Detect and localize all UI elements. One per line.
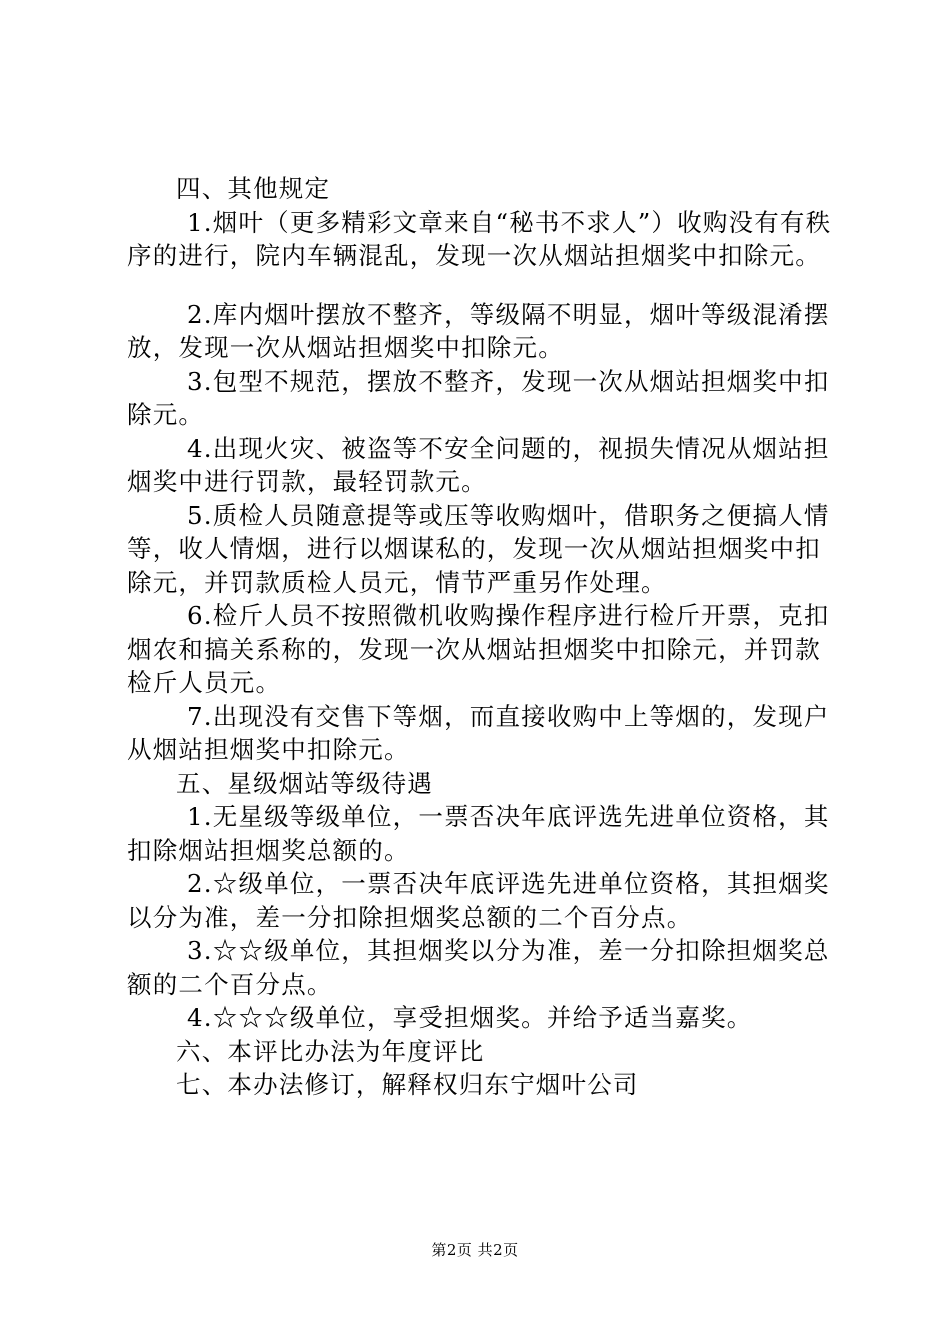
section-heading-5: 五、星级烟站等级待遇 bbox=[176, 768, 433, 798]
paragraph-5-3: 3.☆☆级单位，其担烟奖以分为准，差一分扣除担烟奖总额的二个百分点。 bbox=[127, 936, 830, 999]
page-number-label: 第2页 共2页 bbox=[431, 1241, 519, 1259]
page-footer bbox=[0, 1240, 950, 1260]
section-heading-4: 四、其他规定 bbox=[176, 174, 331, 203]
paragraph-4-1: 1.烟叶（更多精彩文章来自“秘书不求人”）收购没有有秩序的进行，院内车辆混乱，发现一次从烟站担烟奖中扣除元。 bbox=[127, 207, 832, 270]
paragraph-5-1: 1.无星级等级单位，一票否决年底评选先进单位资格，其扣除烟站担烟奖总额的。 bbox=[127, 802, 830, 865]
paragraph-4-4: 4.出现火灾、被盗等不安全问题的，视损失情况从烟站担烟奖中进行罚款，最轻罚款元。 bbox=[127, 433, 830, 496]
paragraph-5-4: 4.☆☆☆级单位，享受担烟奖。并给予适当嘉奖。 bbox=[187, 1003, 753, 1032]
paragraph-4-3: 3.包型不规范，摆放不整齐，发现一次从烟站担烟奖中扣除元。 bbox=[127, 366, 830, 429]
document-body bbox=[127, 172, 835, 1102]
section-heading-7: 七、本办法修订，解释权归东宁烟叶公司 bbox=[176, 1070, 639, 1099]
paragraph-4-6: 6.检斤人员不按照微机收购操作程序进行检斤开票，克扣烟农和搞关系称的，发现一次从烟站担烟奖中扣除元，并罚款检斤人员元。 bbox=[127, 601, 830, 697]
paragraph-5-2: 2.☆级单位，一票否决年底评选先进单位资格，其担烟奖以分为准，差一分扣除担烟奖总额的二个百分点。 bbox=[127, 869, 830, 932]
paragraph-4-5: 5.质检人员随意提等或压等收购烟叶，借职务之便搞人情等，收人情烟，进行以烟谋私的，发现一次从烟站担烟奖中扣除元，并罚款质检人员元，情节严重另作处理。 bbox=[127, 500, 830, 597]
paragraph-4-2: 2.库内烟叶摆放不整齐，等级隔不明显，烟叶等级混淆摆放，发现一次从烟站担烟奖中扣除元。 bbox=[127, 299, 830, 362]
section-heading-6: 六、本评比办法为年度评比 bbox=[176, 1036, 485, 1066]
paragraph-4-7: 7.出现没有交售下等烟，而直接收购中上等烟的，发现户从烟站担烟奖中扣除元。 bbox=[127, 701, 830, 764]
